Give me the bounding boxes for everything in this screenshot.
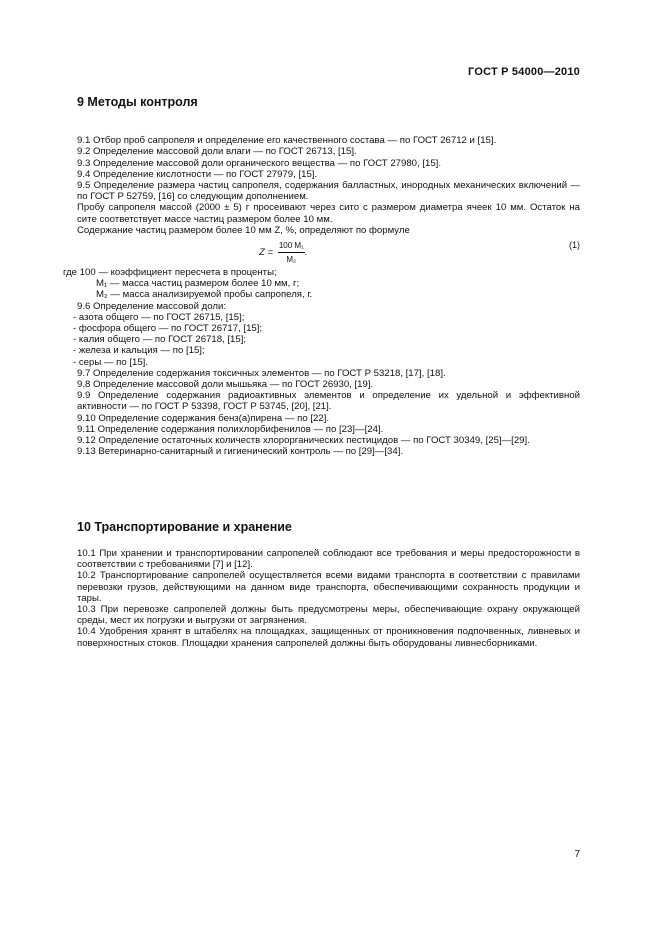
document-header: ГОСТ Р 54000—2010 xyxy=(468,66,580,78)
formula-tail: . xyxy=(304,247,308,259)
clause-9-13: 9.13 Ветеринарно-санитарный и гигиенический контроль — по [29]—[34]. xyxy=(77,446,404,458)
clause-9-7: 9.7 Определение содержания токсичных элементов — по ГОСТ Р 53218, [17], [18]. xyxy=(77,367,446,379)
section-10-title: 10 Транспортирование и хранение xyxy=(77,520,292,534)
list-item: - железа и кальция — по [15]; xyxy=(73,345,205,357)
clause-10-4: 10.4 Удобрения хранят в штабелях на площадках, защищенных от проникновения подпочвенных, ливневых и поверхностных стоков. Площадки хранения сапропелей должны быть оборудованы ливнесборниками. xyxy=(77,626,580,649)
sieve-paragraph: Пробу сапропеля массой (2000 ± 5) г просеивают через сито с размером диаметра ячеек 10 мм. Остаток на сите соответствует массе частиц размером более 10 мм. xyxy=(77,202,580,225)
list-item: - фосфора общего — по ГОСТ 26717, [15]; xyxy=(73,323,263,335)
clause-9-6: 9.6 Определение массовой доли: xyxy=(77,300,226,312)
list-item: - азота общего — по ГОСТ 26715, [15]; xyxy=(73,311,245,323)
where-line: где 100 — коэффициент пересчета в проценты; xyxy=(63,267,277,279)
where-line: M₁ — масса частиц размером более 10 мм, г; xyxy=(96,278,300,290)
section-9-title: 9 Методы контроля xyxy=(77,95,198,109)
formula-denominator: M₂ xyxy=(286,255,297,265)
clause-9-12: 9.12 Определение остаточных количеств хлорорганических пестицидов — по ГОСТ 30349, [25]—[29]. xyxy=(77,435,530,447)
clause-9-11: 9.11 Определение содержания полихлорбифенилов — по [23]—[24]. xyxy=(77,423,384,435)
clause-9-3: 9.3 Определение массовой доли органического вещества — по ГОСТ 27980, [15]. xyxy=(77,157,442,169)
where-line: M₂ — масса анализируемой пробы сапропеля, г. xyxy=(96,289,313,301)
formula-number: (1) xyxy=(569,240,580,251)
clause-9-2: 9.2 Определение массовой доли влаги — по ГОСТ 26713, [15]. xyxy=(77,146,357,158)
clause-9-8: 9.8 Определение массовой доли мышьяка — по ГОСТ 26930, [19]. xyxy=(77,379,374,391)
section-10-body xyxy=(77,548,580,649)
clauses-9-6-to-9-13 xyxy=(73,300,580,458)
formula-intro: Содержание частиц размером более 10 мм Z, %, определяют по формуле xyxy=(77,224,410,236)
section-9-body xyxy=(63,124,580,458)
formula-lhs: Z = xyxy=(259,247,274,259)
formula-1 xyxy=(77,238,580,264)
formula-fraction xyxy=(278,240,305,265)
formula-numerator: 100 M₁ xyxy=(278,240,305,253)
clause-9-10: 9.10 Определение содержания бенз(а)пирена — по [22]. xyxy=(77,412,330,424)
clause-9-9: 9.9 Определение содержания радиоактивных элементов и определение их удельной и эффективной активности — по ГОСТ Р 53398, ГОСТ Р 53745, [20], [21]. xyxy=(77,390,580,413)
page-number: 7 xyxy=(574,849,580,860)
clause-10-1: 10.1 При хранении и транспортировании сапропелей соблюдают все требования и меры предосторожности в соответствии с требованиями [7] и [12]. xyxy=(77,548,580,571)
where-block xyxy=(63,267,580,301)
clause-9-1: 9.1 Отбор проб сапропеля и определение его качественного состава — по ГОСТ 26712 и [15]. xyxy=(77,135,497,147)
clause-9-4: 9.4 Определение кислотности — по ГОСТ 27979, [15]. xyxy=(77,168,318,180)
list-item: - серы — по [15]. xyxy=(73,356,149,368)
list-item: - калия общего — по ГОСТ 26718, [15]; xyxy=(73,334,247,346)
clause-9-5: 9.5 Определение размера частиц сапропеля, содержания балластных, инородных механических включений — по ГОСТ Р 52759, [16] со следующим дополнением. xyxy=(77,180,580,203)
clause-10-3: 10.3 При перевозке сапропелей должны быть предусмотрены меры, обеспечивающие охрану окружающей среды, мест их погрузки и выгрузки от загрязнения. xyxy=(77,604,580,627)
clause-10-2: 10.2 Транспортирование сапропелей осуществляется всеми видами транспорта в соответствии с правилами перевозки грузов, действующими на данном виде транспорта, обеспечивающими сохранность продукции и тары. xyxy=(77,570,580,604)
